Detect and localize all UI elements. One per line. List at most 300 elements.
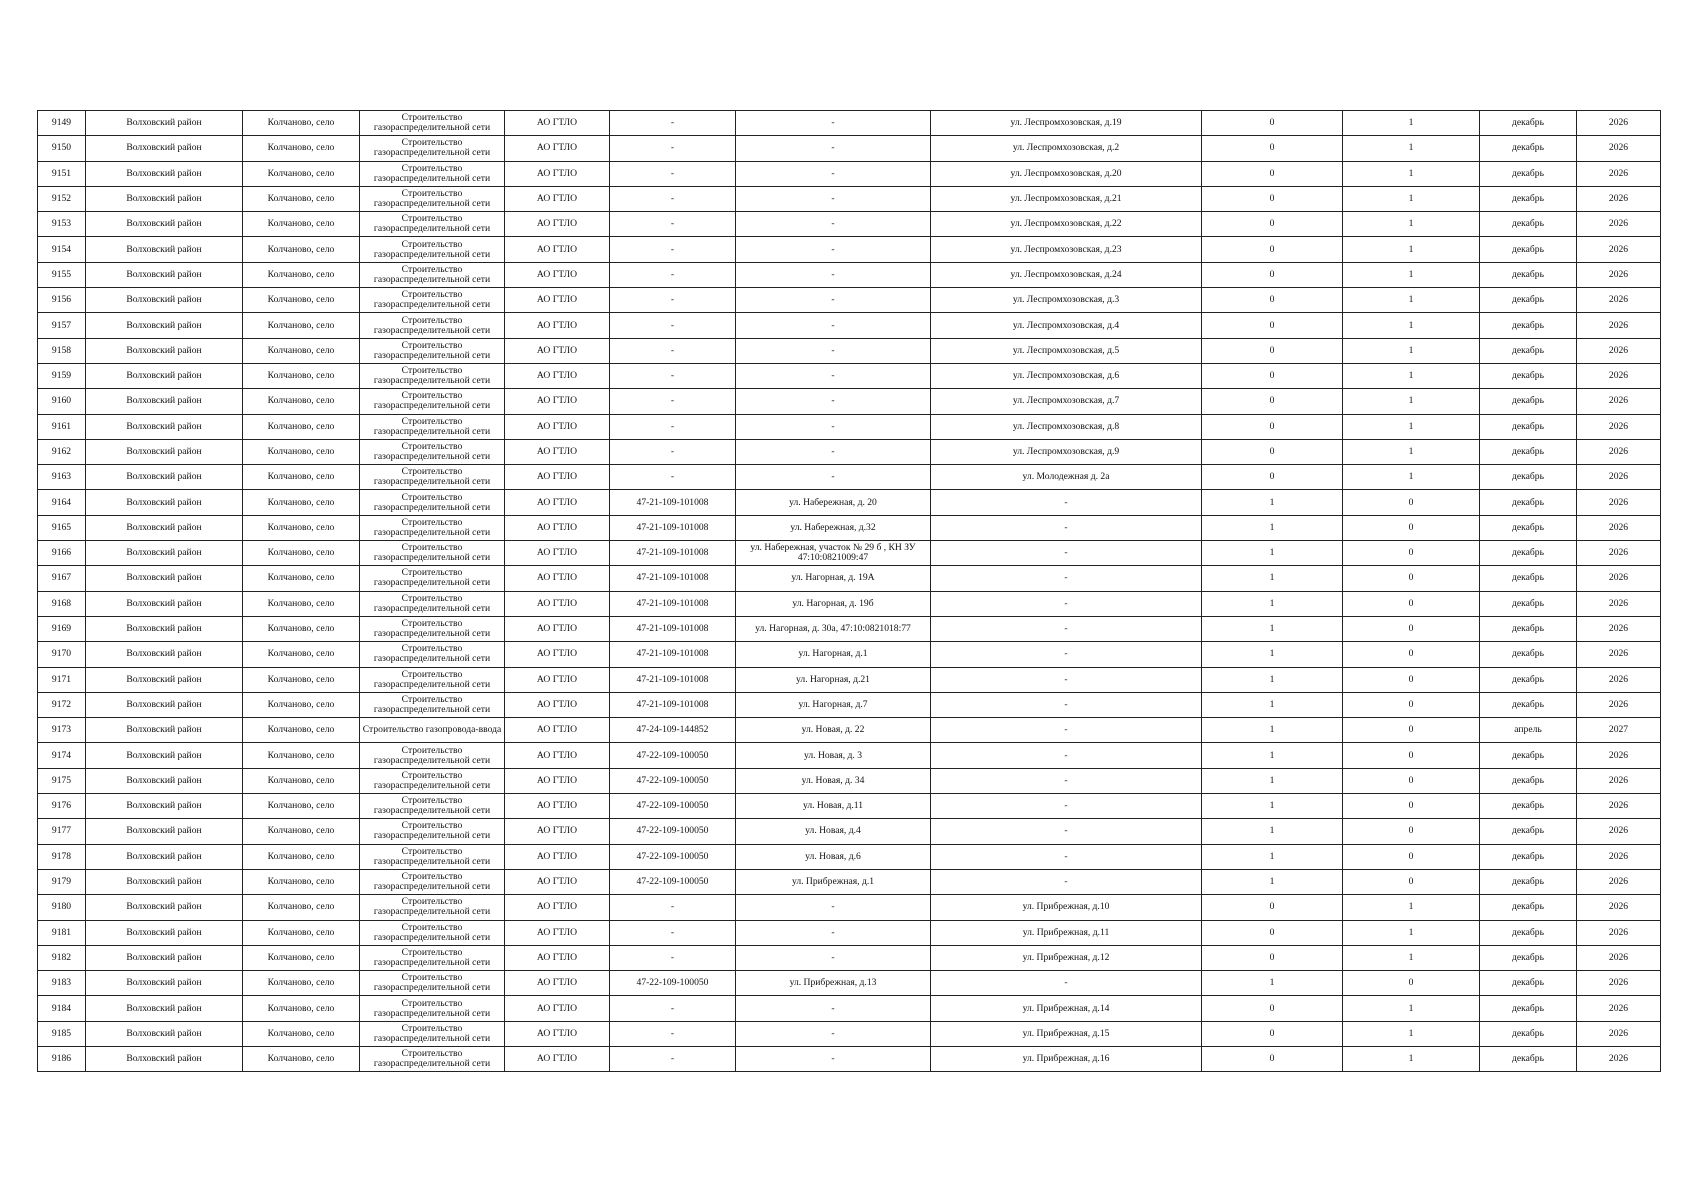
settlement-cell: Колчаново, село (243, 186, 360, 211)
work-type-cell: Строительство газораспределительной сети (360, 161, 505, 186)
district-cell: Волховский район (86, 996, 243, 1021)
program-code-cell: 47-21-109-101008 (610, 667, 736, 692)
alt-address-cell: - (931, 490, 1202, 515)
district-cell: Волховский район (86, 186, 243, 211)
year-cell: 2026 (1577, 869, 1661, 894)
district-cell: Волховский район (86, 389, 243, 414)
count-b-cell: 1 (1343, 945, 1480, 970)
organization-cell: АО ГТЛО (505, 363, 610, 388)
address-cell: ул. Набережная, участок № 29 б , КН ЗУ 47:10:0821009:47 (736, 541, 931, 566)
row-number: 9158 (38, 338, 86, 363)
program-code-cell: 47-22-109-100050 (610, 819, 736, 844)
alt-address-cell: ул. Молодежная д. 2а (931, 465, 1202, 490)
year-cell: 2026 (1577, 338, 1661, 363)
row-number: 9171 (38, 667, 86, 692)
district-cell: Волховский район (86, 262, 243, 287)
alt-address-cell: - (931, 515, 1202, 540)
alt-address-cell: ул. Леспромхозовская, д.4 (931, 313, 1202, 338)
count-a-cell: 1 (1202, 591, 1343, 616)
count-b-cell: 1 (1343, 895, 1480, 920)
month-cell: декабрь (1480, 945, 1577, 970)
count-b-cell: 1 (1343, 465, 1480, 490)
year-cell: 2026 (1577, 541, 1661, 566)
organization-cell: АО ГТЛО (505, 642, 610, 667)
organization-cell: АО ГТЛО (505, 212, 610, 237)
month-cell: декабрь (1480, 794, 1577, 819)
work-type-cell: Строительство газораспределительной сети (360, 971, 505, 996)
settlement-cell: Колчаново, село (243, 743, 360, 768)
settlement-cell: Колчаново, село (243, 338, 360, 363)
table-row (38, 895, 1661, 920)
settlement-cell: Колчаново, село (243, 1021, 360, 1046)
count-a-cell: 1 (1202, 819, 1343, 844)
settlement-cell: Колчаново, село (243, 692, 360, 717)
count-b-cell: 1 (1343, 363, 1480, 388)
district-cell: Волховский район (86, 161, 243, 186)
table-row (38, 515, 1661, 540)
program-code-cell: - (610, 895, 736, 920)
year-cell: 2026 (1577, 945, 1661, 970)
district-cell: Волховский район (86, 971, 243, 996)
settlement-cell: Колчаново, село (243, 718, 360, 743)
row-number: 9162 (38, 439, 86, 464)
program-code-cell: 47-21-109-101008 (610, 642, 736, 667)
year-cell: 2026 (1577, 288, 1661, 313)
alt-address-cell: ул. Леспромхозовская, д.22 (931, 212, 1202, 237)
count-b-cell: 0 (1343, 591, 1480, 616)
year-cell: 2026 (1577, 591, 1661, 616)
settlement-cell: Колчаново, село (243, 389, 360, 414)
alt-address-cell: - (931, 591, 1202, 616)
count-a-cell: 0 (1202, 186, 1343, 211)
year-cell: 2026 (1577, 819, 1661, 844)
district-cell: Волховский район (86, 945, 243, 970)
year-cell: 2026 (1577, 111, 1661, 136)
table-row (38, 338, 1661, 363)
organization-cell: АО ГТЛО (505, 920, 610, 945)
year-cell: 2026 (1577, 895, 1661, 920)
settlement-cell: Колчаново, село (243, 288, 360, 313)
year-cell: 2026 (1577, 490, 1661, 515)
count-a-cell: 0 (1202, 111, 1343, 136)
count-a-cell: 0 (1202, 313, 1343, 338)
year-cell: 2026 (1577, 414, 1661, 439)
district-cell: Волховский район (86, 541, 243, 566)
row-number: 9179 (38, 869, 86, 894)
settlement-cell: Колчаново, село (243, 844, 360, 869)
address-cell: ул. Новая, д. 34 (736, 768, 931, 793)
year-cell: 2026 (1577, 389, 1661, 414)
month-cell: декабрь (1480, 692, 1577, 717)
count-b-cell: 0 (1343, 541, 1480, 566)
table-row (38, 262, 1661, 287)
count-b-cell: 1 (1343, 920, 1480, 945)
count-a-cell: 1 (1202, 515, 1343, 540)
address-cell: - (736, 262, 931, 287)
count-b-cell: 0 (1343, 768, 1480, 793)
table-row (38, 288, 1661, 313)
program-code-cell: - (610, 212, 736, 237)
work-type-cell: Строительство газораспределительной сети (360, 414, 505, 439)
count-b-cell: 1 (1343, 414, 1480, 439)
row-number: 9157 (38, 313, 86, 338)
program-code-cell: - (610, 363, 736, 388)
count-b-cell: 0 (1343, 616, 1480, 641)
row-number: 9160 (38, 389, 86, 414)
settlement-cell: Колчаново, село (243, 996, 360, 1021)
address-cell: - (736, 1021, 931, 1046)
address-cell: - (736, 288, 931, 313)
table-row (38, 718, 1661, 743)
address-cell: - (736, 996, 931, 1021)
alt-address-cell: - (931, 844, 1202, 869)
organization-cell: АО ГТЛО (505, 111, 610, 136)
address-cell: ул. Набережная, д.32 (736, 515, 931, 540)
count-a-cell: 1 (1202, 692, 1343, 717)
row-number: 9176 (38, 794, 86, 819)
program-code-cell: - (610, 1021, 736, 1046)
year-cell: 2026 (1577, 743, 1661, 768)
district-cell: Волховский район (86, 642, 243, 667)
month-cell: декабрь (1480, 971, 1577, 996)
organization-cell: АО ГТЛО (505, 591, 610, 616)
alt-address-cell: - (931, 768, 1202, 793)
data-table (37, 110, 1661, 1072)
count-b-cell: 1 (1343, 237, 1480, 262)
alt-address-cell: ул. Леспромхозовская, д.24 (931, 262, 1202, 287)
organization-cell: АО ГТЛО (505, 895, 610, 920)
district-cell: Волховский район (86, 692, 243, 717)
table-row (38, 844, 1661, 869)
table-row (38, 971, 1661, 996)
organization-cell: АО ГТЛО (505, 996, 610, 1021)
row-number: 9153 (38, 212, 86, 237)
count-b-cell: 1 (1343, 262, 1480, 287)
row-number: 9172 (38, 692, 86, 717)
work-type-cell: Строительство газораспределительной сети (360, 945, 505, 970)
program-code-cell: - (610, 996, 736, 1021)
address-cell: - (736, 945, 931, 970)
year-cell: 2026 (1577, 642, 1661, 667)
row-number: 9150 (38, 136, 86, 161)
address-cell: ул. Прибрежная, д.13 (736, 971, 931, 996)
year-cell: 2026 (1577, 363, 1661, 388)
year-cell: 2026 (1577, 465, 1661, 490)
count-a-cell: 0 (1202, 288, 1343, 313)
district-cell: Волховский район (86, 515, 243, 540)
alt-address-cell: ул. Прибрежная, д.14 (931, 996, 1202, 1021)
district-cell: Волховский район (86, 743, 243, 768)
work-type-cell: Строительство газораспределительной сети (360, 692, 505, 717)
count-a-cell: 1 (1202, 541, 1343, 566)
alt-address-cell: ул. Леспромхозовская, д.7 (931, 389, 1202, 414)
work-type-cell: Строительство газораспределительной сети (360, 869, 505, 894)
work-type-cell: Строительство газораспределительной сети (360, 844, 505, 869)
program-code-cell: - (610, 186, 736, 211)
work-type-cell: Строительство газораспределительной сети (360, 363, 505, 388)
work-type-cell: Строительство газораспределительной сети (360, 819, 505, 844)
program-code-cell: 47-22-109-100050 (610, 794, 736, 819)
organization-cell: АО ГТЛО (505, 414, 610, 439)
address-cell: - (736, 414, 931, 439)
year-cell: 2026 (1577, 161, 1661, 186)
month-cell: декабрь (1480, 262, 1577, 287)
settlement-cell: Колчаново, село (243, 515, 360, 540)
month-cell: декабрь (1480, 667, 1577, 692)
program-code-cell: - (610, 136, 736, 161)
district-cell: Волховский район (86, 363, 243, 388)
row-number: 9156 (38, 288, 86, 313)
month-cell: декабрь (1480, 237, 1577, 262)
row-number: 9174 (38, 743, 86, 768)
alt-address-cell: - (931, 616, 1202, 641)
settlement-cell: Колчаново, село (243, 490, 360, 515)
settlement-cell: Колчаново, село (243, 262, 360, 287)
address-cell: ул. Новая, д. 22 (736, 718, 931, 743)
row-number: 9168 (38, 591, 86, 616)
program-code-cell: - (610, 1046, 736, 1071)
row-number: 9159 (38, 363, 86, 388)
district-cell: Волховский район (86, 895, 243, 920)
organization-cell: АО ГТЛО (505, 515, 610, 540)
work-type-cell: Строительство газораспределительной сети (360, 288, 505, 313)
district-cell: Волховский район (86, 465, 243, 490)
district-cell: Волховский район (86, 288, 243, 313)
address-cell: - (736, 389, 931, 414)
program-code-cell: - (610, 945, 736, 970)
district-cell: Волховский район (86, 212, 243, 237)
count-b-cell: 0 (1343, 490, 1480, 515)
organization-cell: АО ГТЛО (505, 262, 610, 287)
year-cell: 2026 (1577, 996, 1661, 1021)
settlement-cell: Колчаново, село (243, 768, 360, 793)
year-cell: 2026 (1577, 768, 1661, 793)
row-number: 9175 (38, 768, 86, 793)
alt-address-cell: ул. Леспромхозовская, д.6 (931, 363, 1202, 388)
count-b-cell: 1 (1343, 1021, 1480, 1046)
count-a-cell: 0 (1202, 237, 1343, 262)
address-cell: - (736, 186, 931, 211)
program-code-cell: 47-22-109-100050 (610, 743, 736, 768)
count-a-cell: 0 (1202, 338, 1343, 363)
settlement-cell: Колчаново, село (243, 136, 360, 161)
settlement-cell: Колчаново, село (243, 794, 360, 819)
table-row (38, 591, 1661, 616)
year-cell: 2026 (1577, 566, 1661, 591)
settlement-cell: Колчаново, село (243, 616, 360, 641)
work-type-cell: Строительство газораспределительной сети (360, 262, 505, 287)
month-cell: декабрь (1480, 439, 1577, 464)
count-a-cell: 0 (1202, 1046, 1343, 1071)
work-type-cell: Строительство газораспределительной сети (360, 389, 505, 414)
year-cell: 2026 (1577, 262, 1661, 287)
row-number: 9164 (38, 490, 86, 515)
work-type-cell: Строительство газораспределительной сети (360, 768, 505, 793)
row-number: 9166 (38, 541, 86, 566)
work-type-cell: Строительство газораспределительной сети (360, 996, 505, 1021)
address-cell: - (736, 895, 931, 920)
month-cell: декабрь (1480, 161, 1577, 186)
year-cell: 2026 (1577, 971, 1661, 996)
month-cell: декабрь (1480, 996, 1577, 1021)
table-row (38, 414, 1661, 439)
district-cell: Волховский район (86, 819, 243, 844)
month-cell: декабрь (1480, 288, 1577, 313)
settlement-cell: Колчаново, село (243, 591, 360, 616)
address-cell: ул. Нагорная, д.7 (736, 692, 931, 717)
district-cell: Волховский район (86, 718, 243, 743)
address-cell: ул. Новая, д.6 (736, 844, 931, 869)
table-row (38, 667, 1661, 692)
month-cell: декабрь (1480, 541, 1577, 566)
address-cell: - (736, 161, 931, 186)
work-type-cell: Строительство газораспределительной сети (360, 541, 505, 566)
organization-cell: АО ГТЛО (505, 819, 610, 844)
row-number: 9155 (38, 262, 86, 287)
year-cell: 2026 (1577, 616, 1661, 641)
program-code-cell: - (610, 237, 736, 262)
count-a-cell: 0 (1202, 439, 1343, 464)
address-cell: - (736, 920, 931, 945)
year-cell: 2026 (1577, 667, 1661, 692)
count-a-cell: 1 (1202, 869, 1343, 894)
count-a-cell: 1 (1202, 667, 1343, 692)
district-cell: Волховский район (86, 313, 243, 338)
count-b-cell: 1 (1343, 186, 1480, 211)
district-cell: Волховский район (86, 869, 243, 894)
organization-cell: АО ГТЛО (505, 971, 610, 996)
organization-cell: АО ГТЛО (505, 566, 610, 591)
count-b-cell: 0 (1343, 743, 1480, 768)
count-b-cell: 0 (1343, 718, 1480, 743)
address-cell: - (736, 465, 931, 490)
table-row (38, 996, 1661, 1021)
program-code-cell: - (610, 439, 736, 464)
work-type-cell: Строительство газораспределительной сети (360, 439, 505, 464)
month-cell: декабрь (1480, 819, 1577, 844)
address-cell: ул. Прибрежная, д.1 (736, 869, 931, 894)
month-cell: декабрь (1480, 414, 1577, 439)
count-a-cell: 0 (1202, 414, 1343, 439)
count-a-cell: 1 (1202, 844, 1343, 869)
settlement-cell: Колчаново, село (243, 161, 360, 186)
alt-address-cell: ул. Леспромхозовская, д.21 (931, 186, 1202, 211)
row-number: 9167 (38, 566, 86, 591)
count-a-cell: 1 (1202, 490, 1343, 515)
row-number: 9181 (38, 920, 86, 945)
alt-address-cell: ул. Леспромхозовская, д.3 (931, 288, 1202, 313)
count-a-cell: 0 (1202, 363, 1343, 388)
row-number: 9186 (38, 1046, 86, 1071)
settlement-cell: Колчаново, село (243, 971, 360, 996)
organization-cell: АО ГТЛО (505, 869, 610, 894)
alt-address-cell: - (931, 869, 1202, 894)
organization-cell: АО ГТЛО (505, 439, 610, 464)
year-cell: 2026 (1577, 186, 1661, 211)
count-b-cell: 0 (1343, 819, 1480, 844)
row-number: 9170 (38, 642, 86, 667)
organization-cell: АО ГТЛО (505, 692, 610, 717)
work-type-cell: Строительство газораспределительной сети (360, 566, 505, 591)
table-row (38, 465, 1661, 490)
program-code-cell: 47-22-109-100050 (610, 768, 736, 793)
district-cell: Волховский район (86, 566, 243, 591)
address-cell: ул. Нагорная, д. 19А (736, 566, 931, 591)
row-number: 9183 (38, 971, 86, 996)
program-code-cell: 47-21-109-101008 (610, 591, 736, 616)
month-cell: декабрь (1480, 136, 1577, 161)
table-row (38, 616, 1661, 641)
settlement-cell: Колчаново, село (243, 667, 360, 692)
row-number: 9177 (38, 819, 86, 844)
row-number: 9180 (38, 895, 86, 920)
settlement-cell: Колчаново, село (243, 642, 360, 667)
alt-address-cell: - (931, 718, 1202, 743)
organization-cell: АО ГТЛО (505, 136, 610, 161)
alt-address-cell: - (931, 692, 1202, 717)
year-cell: 2026 (1577, 794, 1661, 819)
work-type-cell: Строительство газораспределительной сети (360, 186, 505, 211)
month-cell: декабрь (1480, 338, 1577, 363)
count-b-cell: 1 (1343, 313, 1480, 338)
program-code-cell: - (610, 338, 736, 363)
month-cell: декабрь (1480, 895, 1577, 920)
row-number: 9163 (38, 465, 86, 490)
month-cell: декабрь (1480, 186, 1577, 211)
alt-address-cell: ул. Прибрежная, д.16 (931, 1046, 1202, 1071)
count-b-cell: 1 (1343, 389, 1480, 414)
row-number: 9154 (38, 237, 86, 262)
month-cell: декабрь (1480, 465, 1577, 490)
organization-cell: АО ГТЛО (505, 465, 610, 490)
year-cell: 2026 (1577, 844, 1661, 869)
organization-cell: АО ГТЛО (505, 844, 610, 869)
organization-cell: АО ГТЛО (505, 667, 610, 692)
program-code-cell: 47-21-109-101008 (610, 692, 736, 717)
month-cell: декабрь (1480, 1046, 1577, 1071)
program-code-cell: 47-22-109-100050 (610, 971, 736, 996)
district-cell: Волховский район (86, 237, 243, 262)
year-cell: 2026 (1577, 515, 1661, 540)
program-code-cell: - (610, 288, 736, 313)
count-a-cell: 0 (1202, 262, 1343, 287)
count-b-cell: 0 (1343, 515, 1480, 540)
year-cell: 2026 (1577, 1021, 1661, 1046)
settlement-cell: Колчаново, село (243, 363, 360, 388)
address-cell: ул. Новая, д.11 (736, 794, 931, 819)
count-a-cell: 0 (1202, 389, 1343, 414)
year-cell: 2026 (1577, 920, 1661, 945)
table-row (38, 237, 1661, 262)
alt-address-cell: - (931, 541, 1202, 566)
table-body (38, 111, 1661, 1072)
work-type-cell: Строительство газораспределительной сети (360, 591, 505, 616)
year-cell: 2026 (1577, 212, 1661, 237)
alt-address-cell: ул. Прибрежная, д.11 (931, 920, 1202, 945)
alt-address-cell: ул. Леспромхозовская, д.9 (931, 439, 1202, 464)
work-type-cell: Строительство газораспределительной сети (360, 237, 505, 262)
settlement-cell: Колчаново, село (243, 895, 360, 920)
address-cell: - (736, 338, 931, 363)
settlement-cell: Колчаново, село (243, 212, 360, 237)
alt-address-cell: - (931, 743, 1202, 768)
organization-cell: АО ГТЛО (505, 186, 610, 211)
count-a-cell: 0 (1202, 945, 1343, 970)
count-b-cell: 0 (1343, 869, 1480, 894)
organization-cell: АО ГТЛО (505, 490, 610, 515)
count-b-cell: 1 (1343, 996, 1480, 1021)
alt-address-cell: ул. Леспромхозовская, д.23 (931, 237, 1202, 262)
